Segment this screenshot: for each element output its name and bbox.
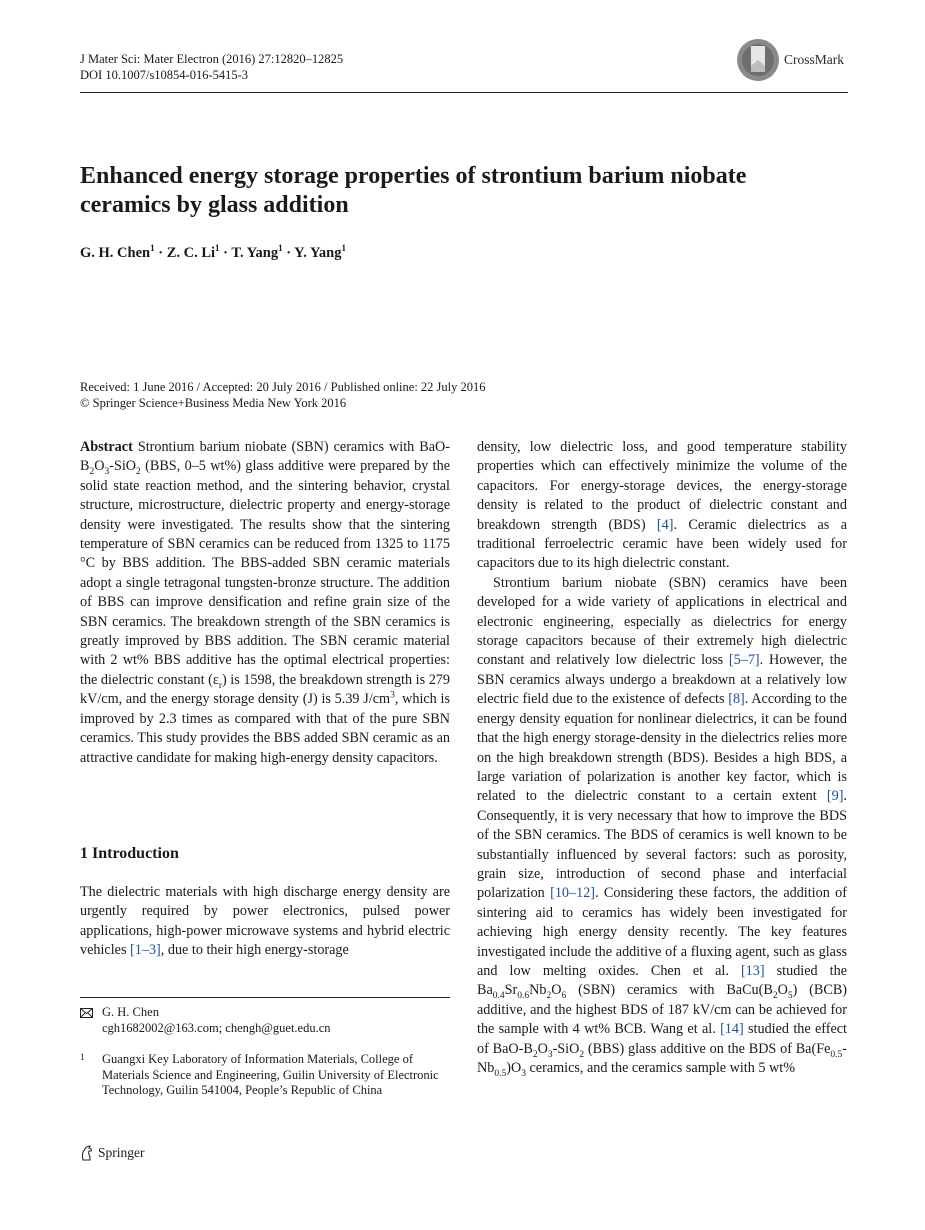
- paragraph-text: studied the Ba: [477, 962, 847, 999]
- paragraph-text: The dielectric materials with high discharge energy density are urgently required by power electronics, pulsed power applications, high-power microwave systems and hybrid electric vehicles: [80, 884, 450, 959]
- paragraph-text: )O: [506, 1060, 522, 1076]
- abstract: [80, 438, 450, 768]
- formula-text: Nb: [529, 982, 547, 999]
- author-list: [80, 245, 346, 262]
- author[interactable]: Z. C. Li: [166, 245, 216, 261]
- paragraph-text: -SiO: [552, 1040, 580, 1057]
- paragraph-text: ceramics, and the ceramics sample with 5 wt%: [525, 1060, 796, 1076]
- affiliation-mark: 1: [341, 243, 346, 254]
- abstract-text: ) is 1598, the breakdown strength is 279 kV/cm, and the energy storage density (J) is 5.39 J/cm: [80, 671, 450, 708]
- publisher-name: Springer: [98, 1145, 145, 1160]
- subscript: 2: [579, 1049, 585, 1060]
- subscript: 0.4: [492, 991, 505, 1002]
- subscript: 2: [532, 1049, 538, 1060]
- author[interactable]: G. H. Chen: [80, 245, 151, 261]
- citation-link[interactable]: [14]: [720, 1021, 744, 1038]
- affiliation-mark: 1: [150, 243, 155, 254]
- doi[interactable]: DOI 10.1007/s10854-016-5415-3: [80, 68, 249, 82]
- affiliation-mark: 1: [215, 243, 220, 254]
- title-line: ceramics by glass addition: [80, 192, 349, 218]
- springer-horse-icon: [80, 1145, 94, 1161]
- subscript: 3: [521, 1068, 526, 1079]
- author[interactable]: T. Yang: [231, 245, 279, 261]
- affiliation-mark: 1: [278, 243, 283, 254]
- footnote-rule: [80, 997, 450, 998]
- author-separator: ·: [282, 245, 295, 261]
- crossmark-logo-icon: [736, 38, 780, 82]
- superscript: 3: [390, 690, 395, 701]
- envelope-icon: [80, 1008, 93, 1018]
- publisher-footer: [80, 1145, 145, 1161]
- citation-link[interactable]: [1–3]: [130, 942, 161, 959]
- abstract-text: -SiO: [109, 458, 137, 475]
- section-heading-introduction: 1 Introduction: [80, 845, 179, 862]
- crossmark-label: CrossMark: [784, 52, 844, 67]
- paragraph-text: . Ceramic dielectrics as a traditional ferroelectric ceramic have been widely used for capacitors due to its high dielectric constant.: [477, 516, 847, 572]
- subscript: r: [218, 680, 222, 691]
- author-separator: ·: [154, 245, 167, 261]
- citation-link[interactable]: [5–7]: [728, 652, 760, 669]
- author[interactable]: Y. Yang: [294, 245, 342, 261]
- subscript: 0.6: [517, 991, 530, 1002]
- formula-text: O: [777, 982, 788, 999]
- abstract-label: Abstract: [80, 439, 133, 455]
- paragraph-text: . Consequently, it is very necessary that how to improve the BDS of the SBN ceramics. The BDS of ceramics is well known to be substantially influenced by several factors: such as porosity, grain size, introduction of second phase and interfacial polarization: [477, 788, 847, 902]
- subscript: 2: [89, 467, 95, 478]
- affiliation-note: 1 Guangxi Key Laboratory of Information Materials, College of Materials Science and Engineering, Guilin University of Electronic Technology, Guilin 541004, People’s Republic of China: [80, 1052, 450, 1099]
- subscript: 2: [136, 467, 141, 478]
- journal-header: [80, 51, 343, 83]
- paragraph-text: -Nb: [477, 1040, 848, 1076]
- citation-link[interactable]: [4]: [656, 516, 674, 533]
- copyright: © Springer Science+Business Media New York 2016: [80, 396, 347, 410]
- paragraph-text: density, low dielectric loss, and good temperature stability properties which can effectively minimize the volume of the capacitors. For energy-storage devices, the energy-storage density is related to the product of dielectric constant and breakdown strength (BDS): [477, 439, 847, 533]
- paragraph-text: . However, the SBN ceramics always undergo a breakdown at a relatively low electric field due to the existence of defects: [477, 652, 847, 708]
- citation-link[interactable]: [9]: [826, 788, 844, 805]
- paragraph-text: . Considering these factors, the addition of sintering aid to ceramics has widely been investigated for achieving high energy density recently. The key features investigated include the additive of a fluxing agent, such as glass and low melting oxides. Chen et al.: [477, 885, 847, 979]
- paragraph-text: ) (BCB) additive, and the highest BDS of 187 kV/cm can be achieved for the sample with 4 wt% BCB. Wang et al.: [477, 982, 848, 1038]
- journal-citation: J Mater Sci: Mater Electron (2016) 27:12820–12825: [80, 52, 344, 66]
- header-rule: [80, 92, 848, 93]
- citation-link[interactable]: [10–12]: [550, 885, 596, 902]
- subscript: 2: [546, 991, 552, 1002]
- contact-email[interactable]: cgh1682002@163.com; chengh@guet.edu.cn: [102, 1020, 331, 1035]
- title-line: Enhanced energy storage properties of strontium barium niobate: [80, 163, 747, 189]
- paragraph-text: . According to the energy density equation for nonlinear dielectrics, it can be found that the high energy storage-density in the dielectrics relies more on the high breakdown strength (BDS). Besides a high BDS, a large variation of polarization is another key factor, which is related to the dielectric constant to a certain extent: [477, 691, 847, 805]
- paragraph-text: (BBS) glass additive on the BDS of Ba(Fe: [584, 1040, 831, 1057]
- abstract-text: O: [94, 458, 105, 475]
- crossmark-badge[interactable]: [736, 38, 844, 82]
- introduction-text: [80, 883, 450, 961]
- article-title: [80, 162, 850, 220]
- contact-name: G. H. Chen: [102, 1005, 159, 1019]
- formula-text: O: [551, 982, 562, 999]
- formula-text: Sr: [504, 982, 518, 999]
- paragraph-text: studied the effect of BaO-B: [477, 1021, 847, 1057]
- author-separator: ·: [219, 245, 232, 261]
- subscript: 6: [561, 991, 567, 1002]
- subscript: 2: [772, 991, 778, 1002]
- paragraph-text: (SBN) ceramics with BaCu(B: [566, 982, 773, 999]
- paragraph-text: , due to their high energy-storage: [160, 942, 349, 959]
- subscript: 3: [547, 1049, 553, 1060]
- publication-dates: [80, 379, 486, 411]
- abstract-text: Strontium barium niobate (SBN) ceramics with BaO-B: [80, 439, 450, 475]
- citation-link[interactable]: [8]: [728, 691, 745, 708]
- subscript: 0.5: [494, 1068, 507, 1079]
- abstract-text: (BBS, 0–5 wt%) glass additive were prepared by the solid state reaction method, and the sintering behavior, crystal structure, microstructure, dielectric property and energy-storage density were investigated. The results show that the sintering temperature of SBN ceramics can be reduced from 1325 to 1175 °C by BBS addition. The BBS-added SBN ceramic materials adopt a single tetragonal tungsten-bronze structure. The addition of BBS can improve densification and refine grain size of the SBN ceramics. The breakdown strength of the SBN ceramics is greatly improved by BBS addition. The SBN ceramic material with 2 wt% BBS additive has the optimal electrical properties: the dielectric constant (ε: [80, 458, 450, 688]
- paragraph-text: Strontium barium niobate (SBN) ceramics have been developed for a wide variety of applications in electrical and electronic engineering, especially as dielectrics for energy storage capacitors because of their extremely high dielectric constant and relatively low dielectric loss: [477, 574, 847, 669]
- subscript: 5: [787, 991, 793, 1002]
- abstract-text: , which is improved by 2.3 times as compared with that of the pure SBN ceramics. This study provides the BBS added SBN ceramic as an attractive candidate for making high-energy density capacitors.: [80, 691, 450, 766]
- formula-text: O: [537, 1040, 548, 1057]
- citation-link[interactable]: [13]: [740, 962, 765, 979]
- corresponding-author-note: [80, 1005, 450, 1036]
- history-dates: Received: 1 June 2016 / Accepted: 20 July 2016 / Published online: 22 July 2016: [80, 380, 486, 394]
- subscript: 3: [104, 467, 110, 478]
- affiliation-text: Guangxi Key Laboratory of Information Materials, College of Materials Science and Engineering, Guilin University of Electronic Technology, Guilin 541004, People’s Republic of China: [102, 1052, 439, 1098]
- subscript: 0.5: [830, 1049, 843, 1060]
- right-column-text: [477, 438, 847, 1078]
